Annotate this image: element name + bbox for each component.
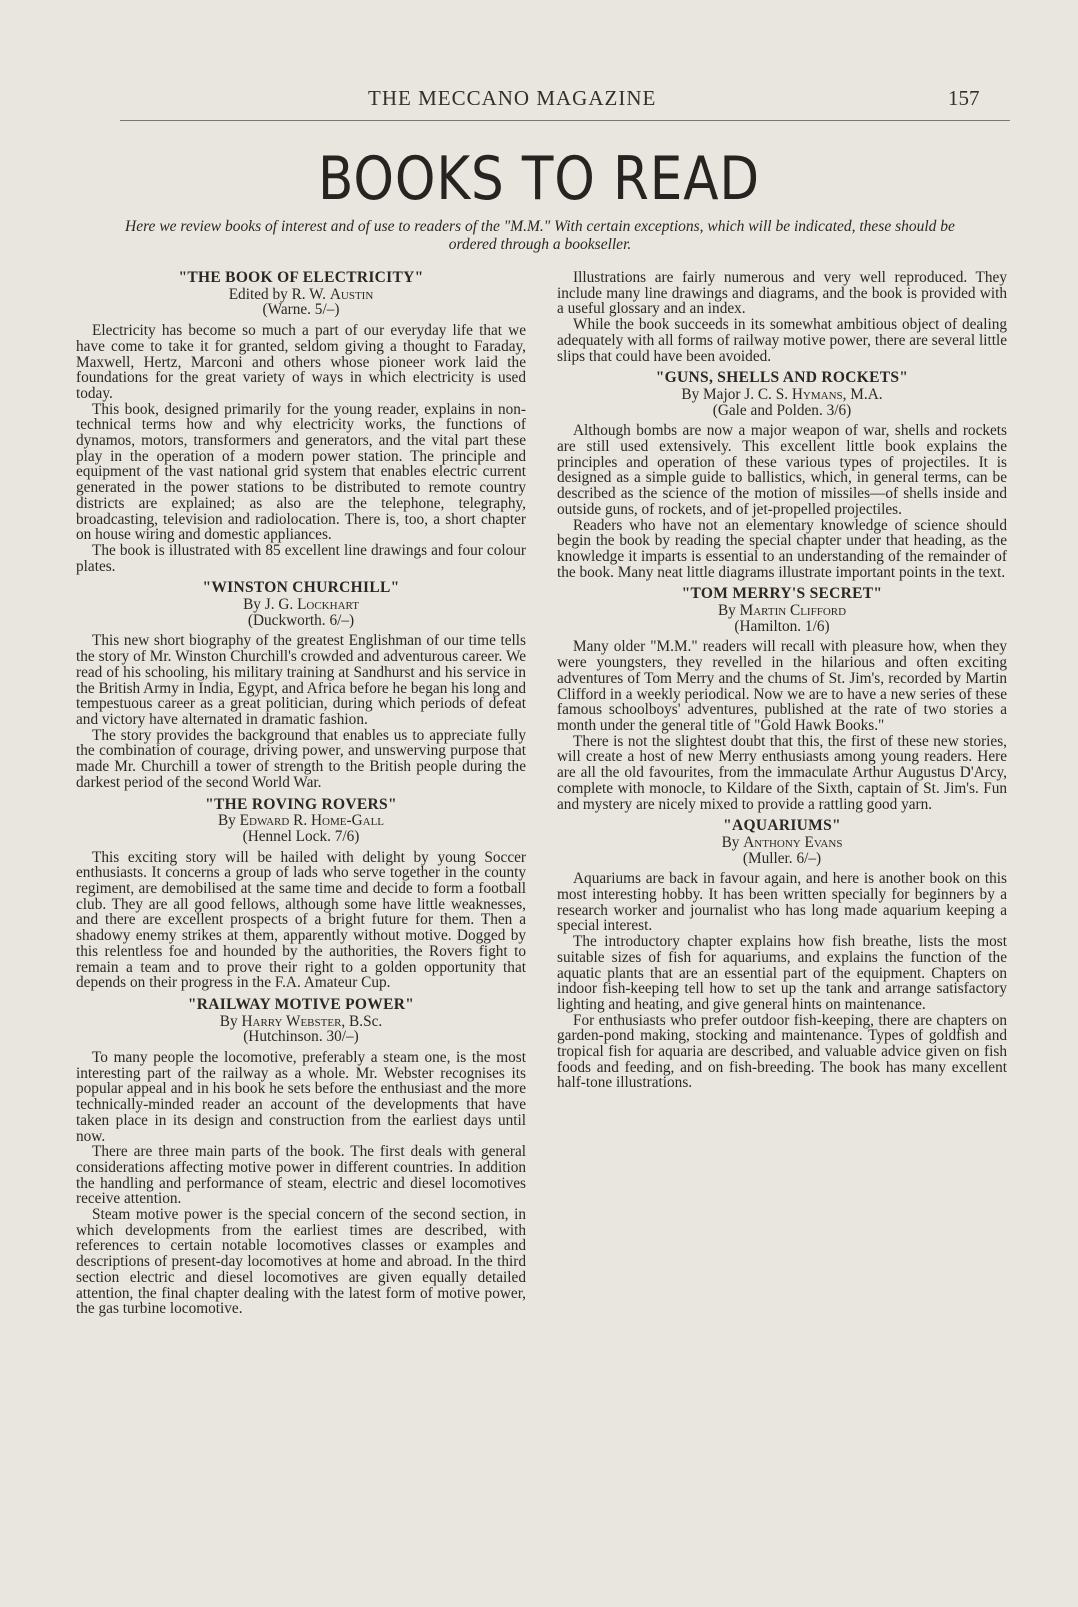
author-name: Hymans (791, 385, 843, 403)
author-suffix: , M.A. (842, 385, 883, 403)
author-name: Lockhart (297, 596, 359, 614)
review-author (557, 603, 1007, 619)
author-name: Harry Webster (241, 1012, 342, 1030)
author-name: Edward R. Home-Gall (239, 812, 385, 830)
author-prefix: By (721, 833, 744, 851)
review-publisher: (Gale and Polden. 3/6) (712, 401, 852, 419)
review-railway-motive-power (76, 997, 526, 1317)
review-railway-motive-power-continued (557, 270, 1007, 364)
review-paragraph: Aquariums are back in favour again, and here is another book on this most interesting hobby. It has been written specially for beginners by a research worker and journalist who has long made aquarium keeping a special interest. (557, 870, 1007, 935)
review-paragraph: The book is illustrated with 85 excellent line drawings and four colour plates. (76, 541, 526, 575)
review-publisher: (Hamilton. 1/6) (734, 617, 830, 635)
review-paragraph: Electricity has become so much a part of our everyday life that we have come to take it for granted, seldom giving a thought to Faraday, Maxwell, Hertz, Marconi and others whose pioneer work laid the foundations for the great variety of ways in which electricity is used today. (76, 322, 526, 402)
author-name: Anthony Evans (743, 833, 843, 851)
review-paragraph: There is not the slightest doubt that this, the first of these new stories, will create a host of new Merry enthusiasts among young readers. Here are all the old favourites, from the immaculate Arthur Augustus D'Arcy, complete with monocle, to Kildare of the Sixth, captain of St. Jim's. Fun and mystery are nicely mixed to provide a rattling good yarn. (557, 732, 1007, 813)
review-publisher: (Warne. 5/–) (262, 301, 340, 319)
author-prefix: By (717, 602, 740, 620)
author-name: Martin Clifford (739, 602, 847, 620)
review-roving-rovers (76, 797, 526, 991)
review-paragraph: The introductory chapter explains how fish breathe, lists the most suitable sizes of fish for aquariums, and explains the function of the aquatic plants that are an essential part of the equipment. Chapters on indoor fish-keeping tell how to set up the tank and arrange satisfactory lighting and heating, and give general hints on maintenance. (557, 933, 1007, 1013)
author-prefix: By (219, 1012, 242, 1030)
review-paragraph: This exciting story will be hailed with delight by young Soccer enthusiasts. It concerns a group of lads who serve together in the county regiment, are demobilised at the same time and decide to form a football club. They are all good fellows, although some have little weaknesses, and there are excellent prospects of a bright future for them. Then a shadowy enemy strikes at them, apparently without motive. Dogged by this relentless foe and hounded by the authorities, the Rovers fight to remain a team and to prove their right to a golden opportunity that depends on their progress in the F.A. Amateur Cup. (76, 848, 526, 992)
review-title: "AQUARIUMS" (723, 817, 841, 835)
review-author (557, 835, 1007, 851)
review-paragraph: For enthusiasts who prefer outdoor fish-keeping, there are chapters on garden-pond making, stocking and maintenance. Types of goldfish and tropical fish for aquaria are described, and valuable advice given on fish foods and feeding, and on fish-breeding. The book has many excellent half-tone illustrations. (557, 1011, 1007, 1092)
author-prefix: By Major J. C. S. (681, 385, 792, 403)
author-prefix: By J. G. (243, 596, 298, 614)
review-winston-churchill (76, 580, 526, 790)
review-title: "THE ROVING ROVERS" (205, 795, 397, 813)
review-title: "WINSTON CHURCHILL" (202, 579, 400, 597)
review-paragraph: This new short biography of the greatest Englishman of our time tells the story of Mr. Winston Churchill's crowded and adventurous career. We read of his schooling, his military training at Sandhurst and his service in the British Army in India, Egypt, and Africa before he began his long and tempestuous career as a great politician, during which periods of defeat and victory have alternated in dramatic fashion. (76, 632, 526, 728)
review-paragraph: To many people the locomotive, preferably a steam one, is the most interesting part of the railway as a whole. Mr. Webster recognises its popular appeal and in his book he sets before the enthusiast and the more technically-minded reader an account of the developments that have taken place in its design and construction from the earliest days until now. (76, 1049, 526, 1145)
intro-text: Here we review books of interest and of use to readers of the "M.M." With certain exceptions, which will be indicated, these should be ordered through a bookseller. (125, 218, 955, 253)
review-publisher: (Hennel Lock. 7/6) (242, 827, 360, 845)
review-publisher: (Duckworth. 6/–) (247, 611, 355, 629)
review-paragraph: Readers who have not an elementary knowledge of science should begin the book by reading the special chapter under that heading, as the knowledge it imparts is essential to an understanding of the remainder of the book. Many neat little diagrams illustrate important points in the text. (557, 516, 1007, 581)
review-paragraph: This book, designed primarily for the young reader, explains in non-technical terms how and why electricity works, the functions of dynamos, motors, transformers and generators, and the vital part these play in the operation of a modern power station. The principle and equipment of the vast national grid system that enables electric current generated in the power stations to be distributed to remote country districts are explained; as also are the telephone, telegraphy, broadcasting, television and radiolocation. There is, too, a short chapter on house wiring and domestic appliances. (76, 400, 526, 544)
review-title: "RAILWAY MOTIVE POWER" (187, 995, 415, 1013)
review-paragraph: Illustrations are fairly numerous and very well reproduced. They include many line drawings and diagrams, and the book is provided with a useful glossary and an index. (557, 269, 1007, 318)
review-paragraph: There are three main parts of the book. The first deals with general considerations affecting motive power in different countries. In addition the handling and performance of steam, electric and diesel locomotives receive attention. (76, 1143, 526, 1208)
review-tom-merrys-secret (557, 586, 1007, 812)
review-title: "GUNS, SHELLS AND ROCKETS" (655, 369, 909, 387)
review-author (76, 1014, 526, 1030)
page-number: 157 (948, 86, 980, 110)
review-paragraph: Although bombs are now a major weapon of war, shells and rockets are still used extensively. This excellent little book explains the principles and operation of these various types of projectiles. It is designed as a simple guide to ballistics, which, in general terms, can be described as the science of the motion of missiles—of shells inside and outside guns, of rockets, and of jet-propelled projectiles. (557, 422, 1007, 518)
author-prefix: By (217, 812, 240, 830)
left-column (76, 270, 526, 1317)
author-name: Austin (329, 285, 374, 303)
review-paragraph: The story provides the background that enables us to appreciate fully the combination of courage, driving power, and unswerving purpose that made Mr. Churchill a tower of strength to the British people during the darkest period of the second World War. (76, 726, 526, 791)
review-author (76, 287, 526, 303)
header-rule (120, 120, 1010, 121)
review-aquariums (557, 818, 1007, 1091)
review-paragraph: Many older "M.M." readers will recall with pleasure how, when they were youngsters, they revelled in the hilarious and often exciting adventures of Tom Merry and the chums of St. Jim's, recorded by Martin Clifford in a weekly periodical. Now we are to have a new series of these famous schoolboys' adventures, published at the rate of two stories a month under the general title of "Gold Hawk Books." (557, 638, 1007, 734)
running-head (0, 86, 1078, 116)
author-prefix: Edited by R. W. (228, 285, 330, 303)
review-publisher: (Muller. 6/–) (742, 849, 822, 867)
review-author (557, 387, 1007, 403)
review-publisher: (Hutchinson. 30/–) (243, 1028, 359, 1046)
author-suffix: , B.Sc. (341, 1012, 383, 1030)
page-title: BOOKS TO READ (318, 144, 760, 214)
right-column (557, 270, 1007, 1091)
review-title: "THE BOOK OF ELECTRICITY" (178, 269, 424, 286)
review-guns-shells-rockets (557, 370, 1007, 580)
review-title: "TOM MERRY'S SECRET" (681, 585, 883, 603)
review-paragraph: While the book succeeds in its somewhat ambitious object of dealing adequately with all forms of railway motive power, there are several little slips that could have been avoided. (557, 316, 1007, 365)
review-author (76, 597, 526, 613)
review-paragraph: Steam motive power is the special concern of the second section, in which developments from the earliest times are described, with references to certain notable locomotives classes or examples and descriptions of present-day locomotives at home and abroad. In the third section electric and diesel locomotives are given equally detailed attention, the final chapter dealing with the latest form of motive power, the gas turbine locomotive. (76, 1206, 526, 1318)
magazine-title: THE MECCANO MAGAZINE (368, 86, 657, 110)
review-author (76, 813, 526, 829)
review-book-of-electricity (76, 270, 526, 574)
